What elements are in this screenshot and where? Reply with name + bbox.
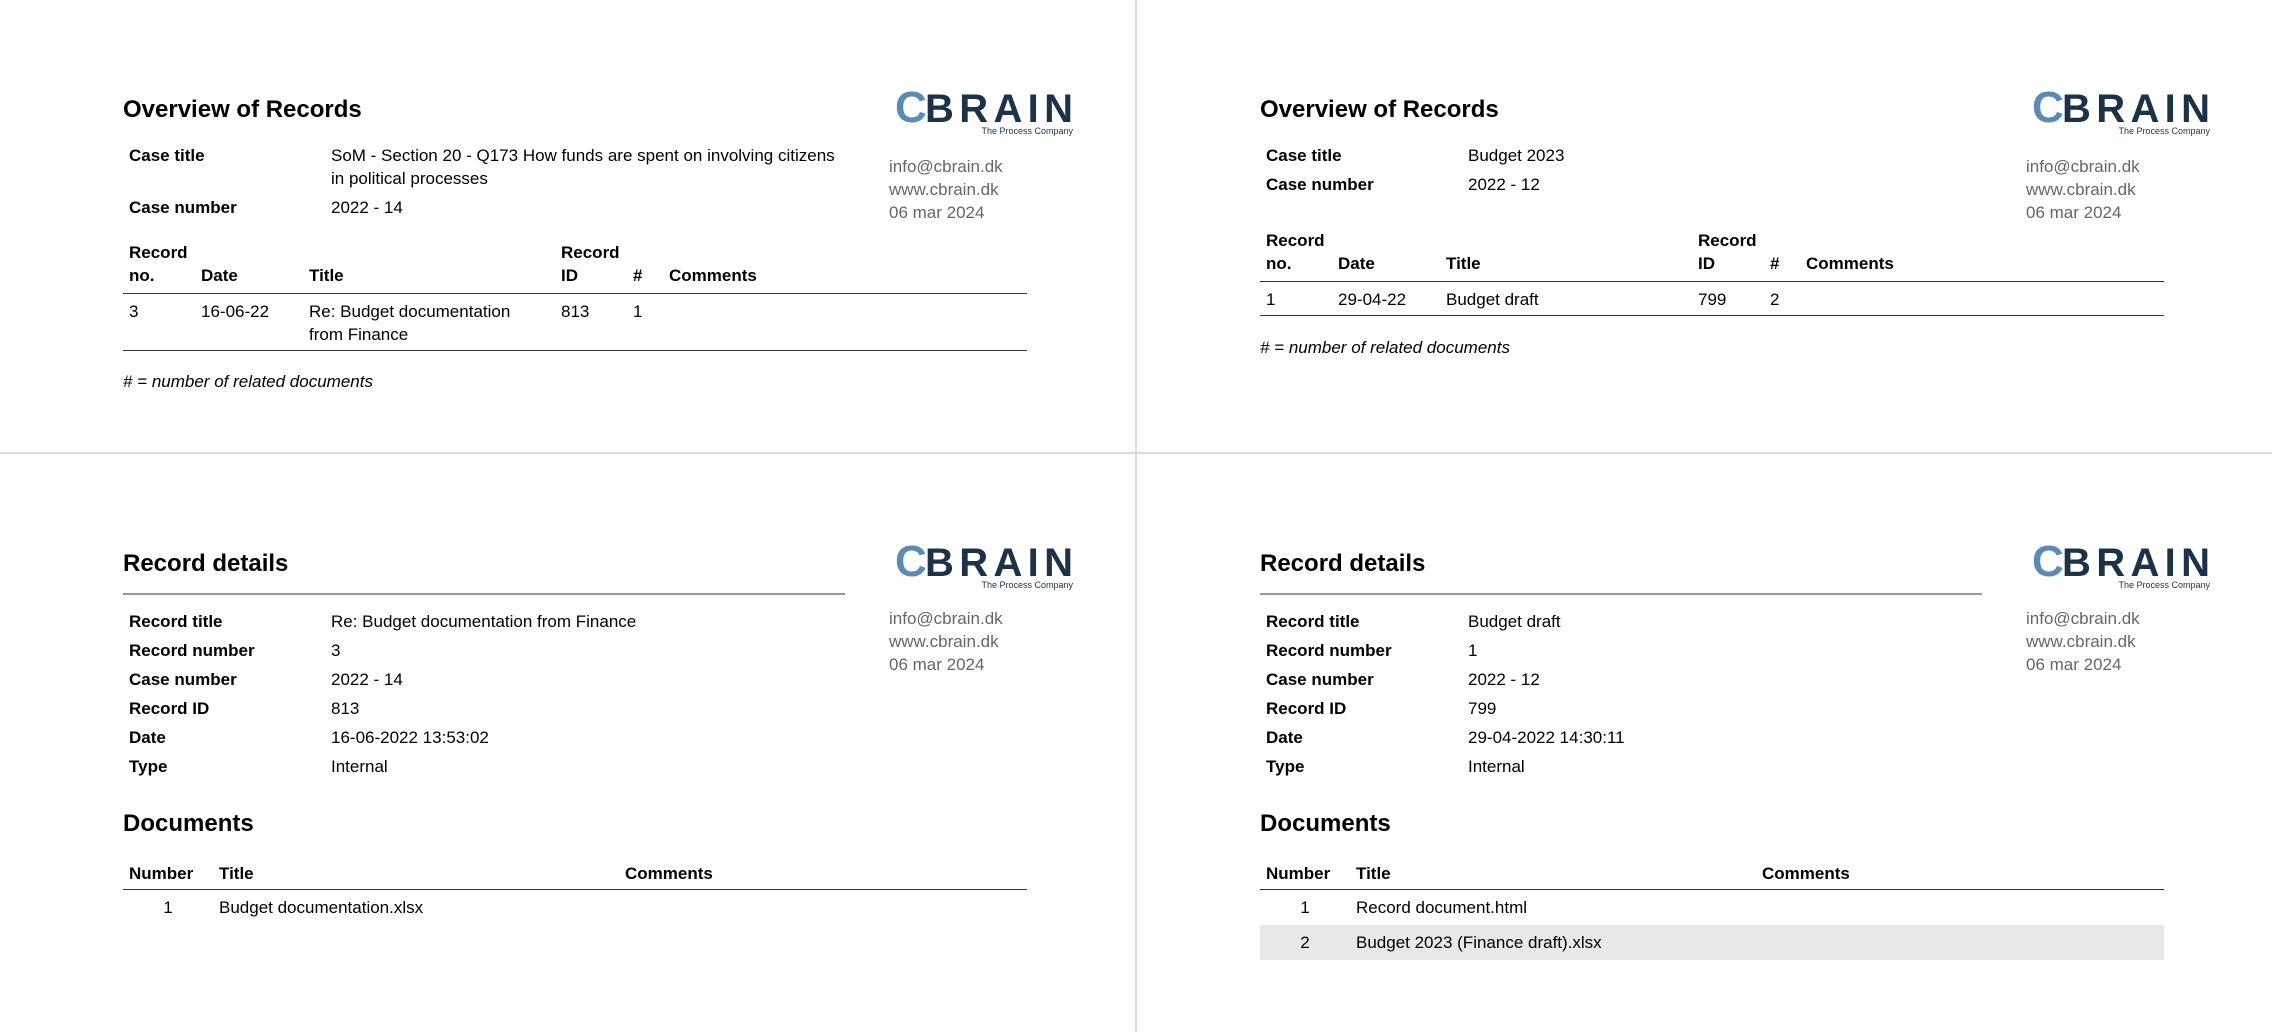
documents-header-row [1260,862,2164,890]
documents-table [1260,862,2164,960]
date-row [1266,726,1988,755]
svg-text:BRAIN: BRAIN [2062,87,2210,131]
table-row[interactable] [123,890,1027,926]
case-title-value: Budget 2023 [1468,146,1565,165]
record-number-row [1266,639,1988,668]
case-number-label: Case number [129,198,237,217]
table-row[interactable] [123,294,1027,351]
case-number-label: Case number [129,670,237,689]
record-title-value: Budget draft [1468,612,1561,631]
record-number-label: Record number [129,641,255,660]
col-title: Title [1440,229,1692,282]
date-value: 29-04-2022 14:30:11 [1468,728,1625,747]
website-text: www.cbrain.dk [889,180,999,199]
doc-comments-cell [619,890,1027,926]
type-value: Internal [331,757,388,776]
col-comments: Comments [1800,229,2164,282]
overview-page-1 [0,0,1135,452]
col-title: Title [1350,862,1756,890]
documents-heading: Documents [123,810,254,837]
record-number-label: Record number [1266,641,1392,660]
svg-text:The Process Company: The Process Company [2118,126,2210,136]
documents-heading: Documents [1260,810,1391,837]
type-row [1266,755,1988,784]
website-text: www.cbrain.dk [2026,632,2136,651]
record-id-row [129,697,851,726]
col-comments: Comments [619,862,1027,890]
contact-block [889,155,1003,224]
case-number-value: 2022 - 12 [1468,670,1540,689]
case-number-row [129,196,851,225]
type-row [129,755,851,784]
case-number-label: Case number [1266,670,1374,689]
table-row[interactable] [1260,282,2164,316]
contact-block [2026,607,2140,676]
record-title-row [1266,610,1988,639]
case-info [129,144,851,225]
table-row[interactable] [1260,890,2164,926]
title-cell: Re: Budget documentation from Finance [303,294,555,351]
records-table [1260,229,2164,316]
comments-cell [663,294,1027,351]
record-number-row [129,639,851,668]
case-title-label: Case title [129,146,205,165]
col-title: Title [303,241,555,294]
record-details-page-2 [1137,454,2272,1032]
record-id-cell: 813 [555,294,627,351]
record-id-cell: 799 [1692,282,1764,316]
website-text: www.cbrain.dk [2026,180,2136,199]
documents-table [123,862,1027,925]
record-no-cell: 3 [123,294,195,351]
record-id-value: 813 [331,699,360,718]
case-title-label: Case title [1266,146,1342,165]
page-title: Record details [1260,550,1426,577]
count-cell: 1 [627,294,663,351]
documents-header-row [123,862,1027,890]
doc-number-cell: 1 [163,898,173,917]
date-cell: 29-04-22 [1332,282,1440,316]
case-info [1266,144,1988,202]
col-record-id: Record ID [1692,229,1764,282]
cbrain-logo [895,86,1075,138]
col-comments: Comments [663,241,1027,294]
svg-text:The Process Company: The Process Company [981,580,1073,590]
doc-comments-cell [1756,925,2164,960]
col-record-no: Record no. [123,241,195,294]
case-number-value: 2022 - 12 [1468,175,1540,194]
doc-number-cell: 1 [1300,898,1310,917]
svg-text:BRAIN: BRAIN [925,541,1073,585]
doc-title-cell: Budget 2023 (Finance draft).xlsx [1350,925,1756,960]
type-label: Type [129,757,168,776]
print-date-text: 06 mar 2024 [2026,203,2122,222]
email-text: info@cbrain.dk [2026,609,2140,628]
type-label: Type [1266,757,1305,776]
col-date: Date [1332,229,1440,282]
cbrain-logo [895,540,1075,592]
col-record-no: Record no. [1260,229,1332,282]
record-title-value: Re: Budget documentation from Finance [331,612,637,631]
count-cell: 2 [1764,282,1800,316]
case-title-row [129,144,851,196]
footnote: # = number of related documents [1260,338,1510,357]
doc-comments-cell [1756,890,2164,926]
cbrain-logo [2032,540,2212,592]
record-title-label: Record title [129,612,223,631]
date-value: 16-06-2022 13:53:02 [331,728,489,747]
case-title-value: SoM - Section 20 - Q173 How funds are spent on involving citizens in political processes [331,146,835,188]
svg-text:The Process Company: The Process Company [2118,580,2210,590]
website-text: www.cbrain.dk [889,632,999,651]
records-header-row [1260,229,2164,282]
heading-divider [123,593,845,595]
email-text: info@cbrain.dk [889,157,1003,176]
svg-text:C: C [895,540,927,586]
col-number: Number [123,862,213,890]
print-date-text: 06 mar 2024 [889,203,985,222]
comments-cell [1800,282,2164,316]
svg-text:BRAIN: BRAIN [925,87,1073,131]
print-date-text: 06 mar 2024 [889,655,985,674]
record-title-row [129,610,851,639]
doc-number-cell: 2 [1260,925,1350,960]
record-id-row [1266,697,1988,726]
col-count: # [1764,229,1800,282]
svg-text:C: C [2032,86,2064,132]
cbrain-logo [2032,86,2212,138]
page-title: Record details [123,550,289,577]
svg-text:BRAIN: BRAIN [2062,541,2210,585]
contact-block [889,607,1003,676]
col-number: Number [1260,862,1350,890]
record-details-page-1 [0,454,1135,1032]
doc-title-cell: Budget documentation.xlsx [219,898,424,917]
col-title: Title [213,862,619,890]
email-text: info@cbrain.dk [2026,157,2140,176]
overview-page-2 [1137,0,2272,452]
page-title: Overview of Records [1260,96,1499,123]
case-number-row [1266,173,1988,202]
case-number-row [129,668,851,697]
type-value: Internal [1468,757,1525,776]
case-number-row [1266,668,1988,697]
record-id-value: 799 [1468,699,1497,718]
case-number-value: 2022 - 14 [331,198,403,217]
date-label: Date [1266,728,1303,747]
record-info [129,610,851,784]
record-id-label: Record ID [1266,699,1347,718]
date-label: Date [129,728,166,747]
heading-divider [1260,593,1982,595]
case-title-row [1266,144,1988,173]
date-cell: 16-06-22 [195,294,303,351]
case-number-label: Case number [1266,175,1374,194]
print-date-text: 06 mar 2024 [2026,655,2122,674]
table-row[interactable] [1260,925,2164,960]
record-info [1266,610,1988,784]
col-comments: Comments [1756,862,2164,890]
svg-text:The Process Company: The Process Company [981,126,1073,136]
svg-text:C: C [895,86,927,132]
col-count: # [627,241,663,294]
date-row [129,726,851,755]
page-title: Overview of Records [123,96,362,123]
contact-block [2026,155,2140,224]
email-text: info@cbrain.dk [889,609,1003,628]
records-table [123,241,1027,351]
col-date: Date [195,241,303,294]
record-id-label: Record ID [129,699,210,718]
case-number-value: 2022 - 14 [331,670,403,689]
record-title-label: Record title [1266,612,1360,631]
title-cell: Budget draft [1440,282,1692,316]
footnote: # = number of related documents [123,372,373,391]
record-no-cell: 1 [1260,282,1332,316]
record-number-value: 1 [1468,641,1478,660]
doc-title-cell: Record document.html [1356,898,1528,917]
col-record-id: Record ID [555,241,627,294]
record-number-value: 3 [331,641,341,660]
svg-text:C: C [2032,540,2064,586]
records-header-row [123,241,1027,294]
